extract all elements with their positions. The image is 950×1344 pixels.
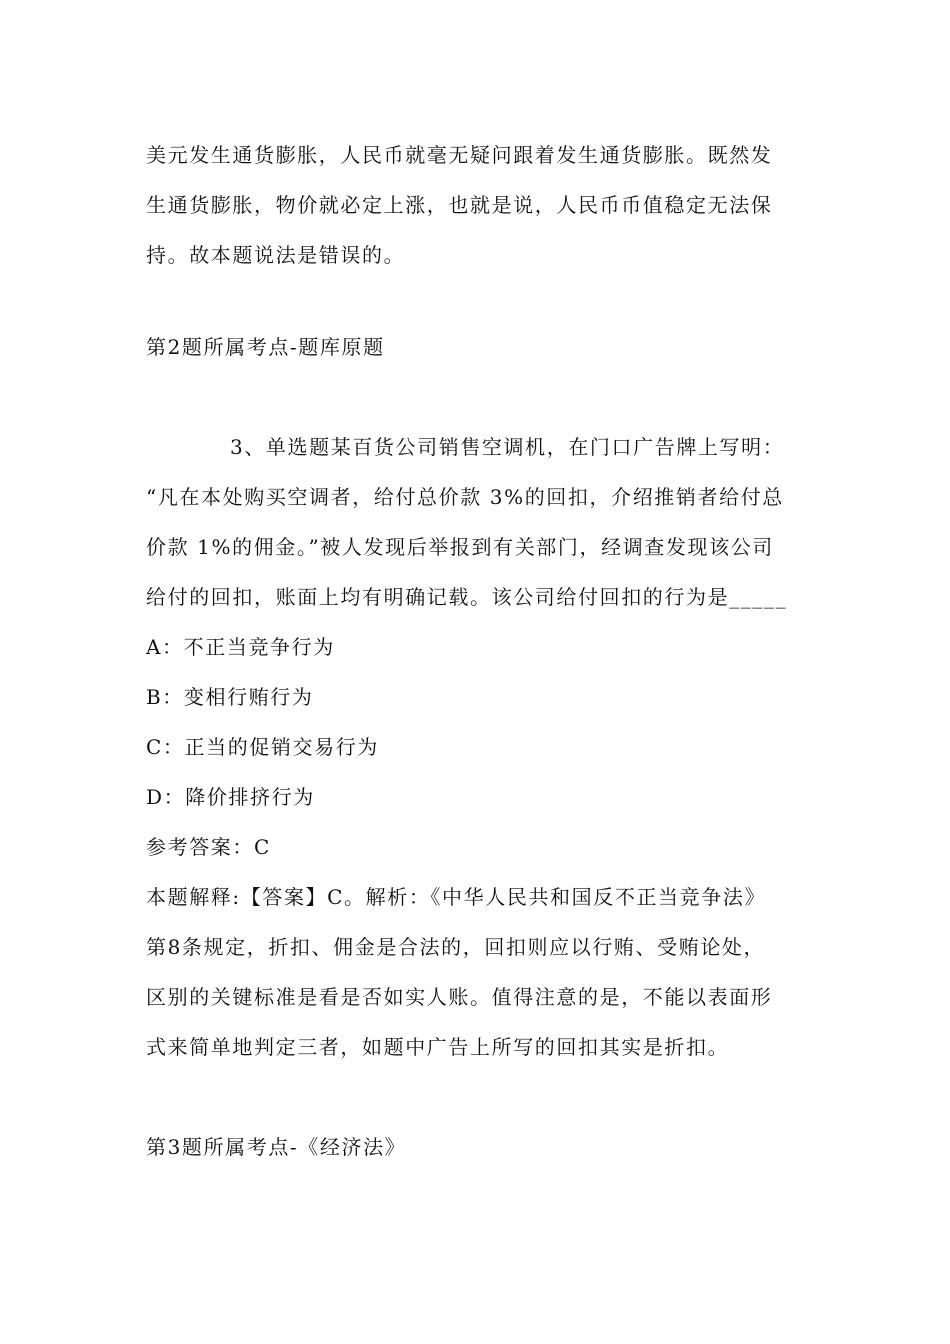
question-stem-line: 给付的回扣，账面上均有明确记载。该公司给付回扣的行为是_____ bbox=[146, 585, 788, 609]
explanation-line: 区别的关键标准是看是否如实人账。值得注意的是，不能以表面形 bbox=[146, 985, 773, 1009]
text-line: 美元发生通货膨胀，人民币就毫无疑问跟着发生通货膨胀。既然发 bbox=[146, 143, 773, 167]
explanation-line: 本题解释:【答案】C。解析：《中华人民共和国反不正当竞争法》 bbox=[146, 885, 767, 909]
question-stem-line: 3、单选题某百货公司销售空调机，在门口广告牌上写明： bbox=[230, 435, 785, 459]
previous-explanation bbox=[146, 130, 806, 280]
question-3-topic: 第3题所属考点-《经济法》 bbox=[146, 1135, 407, 1159]
option-d: D：降价排挤行为 bbox=[146, 785, 315, 809]
option-b: B：变相行贿行为 bbox=[146, 685, 314, 709]
document-page bbox=[146, 130, 806, 1172]
question-3 bbox=[146, 422, 806, 1072]
question-stem-line: 价款 1%的佣金。”被人发现后举报到有关部门，经调查发现该公司 bbox=[146, 535, 774, 559]
explanation-line: 第8条规定，折扣、佣金是合法的，回扣则应以行贿、受贿论处， bbox=[146, 935, 766, 959]
option-a: A：不正当竞争行为 bbox=[146, 635, 335, 659]
question-2-topic: 第2题所属考点-题库原题 bbox=[146, 335, 385, 359]
explanation-line: 式来简单地判定三者，如题中广告上所写的回扣其实是折扣。 bbox=[146, 1035, 730, 1059]
text-line: 生通货膨胀，物价就必定上涨，也就是说，人民币币值稳定无法保 bbox=[146, 193, 773, 217]
reference-answer: 参考答案：C bbox=[146, 835, 271, 859]
option-c: C：正当的促销交易行为 bbox=[146, 735, 379, 759]
question-stem-line: “凡在本处购买空调者，给付总价款 3%的回扣，介绍推销者给付总 bbox=[146, 485, 784, 509]
text-line: 持。故本题说法是错误的。 bbox=[146, 243, 406, 267]
